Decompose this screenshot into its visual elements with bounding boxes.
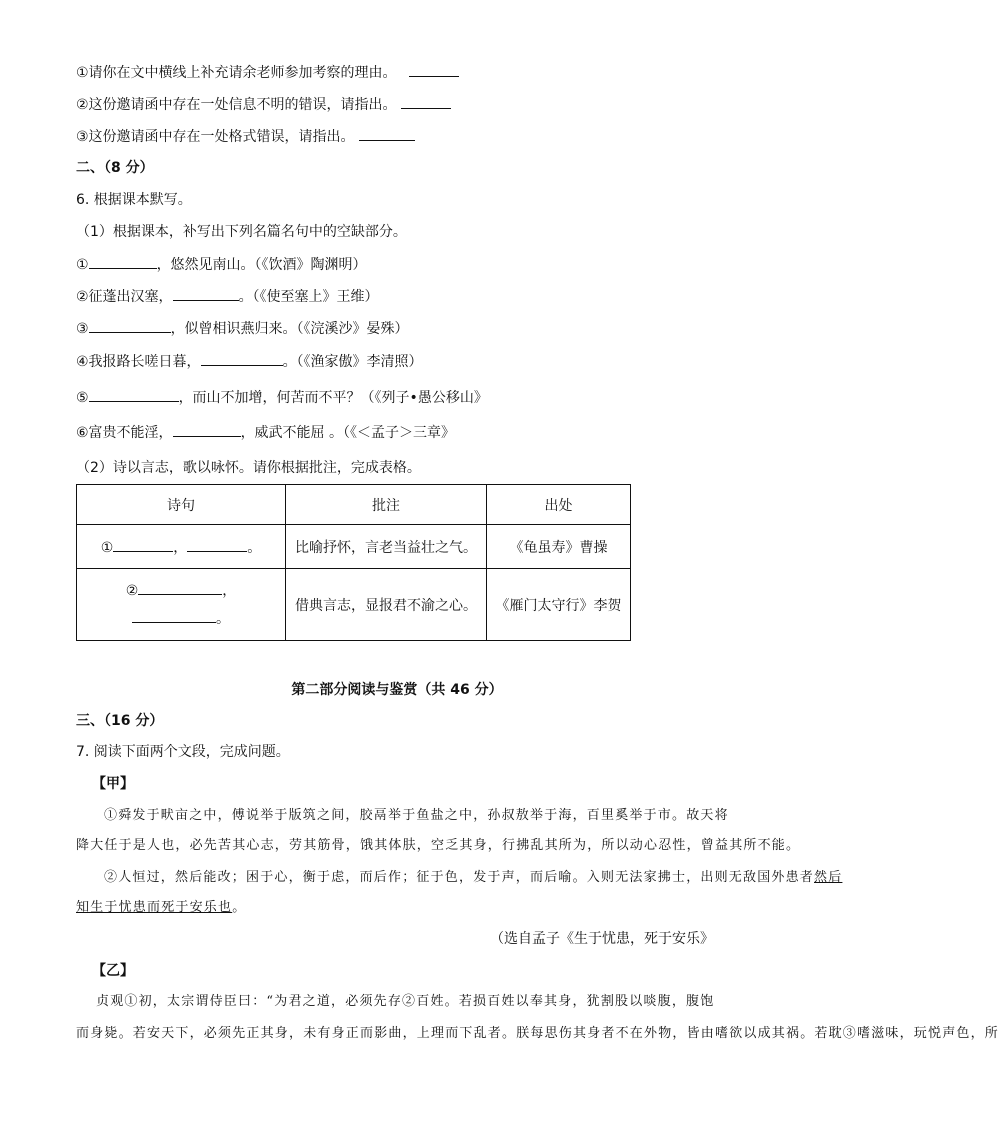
- dictation-line-4: ④我报路长嗟日暮， 。（《渔家傲》李清照）: [76, 351, 423, 372]
- section-heading: 二、（8 分）: [76, 160, 154, 176]
- answer-blank[interactable]: [401, 94, 451, 109]
- passage-jia-line: ①舜发于畎亩之中，傅说举于版筑之间，胶鬲举于鱼盐之中，孙叔敖举于海，百里奚举于市。故天将: [104, 808, 729, 823]
- answer-blank[interactable]: [187, 537, 247, 552]
- answer-blank[interactable]: [132, 608, 216, 623]
- dictation-line-6: ⑥富贵不能淫， ，威武不能屈 。（《＜孟子＞三章》: [76, 422, 455, 443]
- note-cell: 借典言志，显报君不渝之心。: [286, 569, 487, 641]
- sub-question-title: （2）诗以言志，歌以咏怀。请你根据批注，完成表格。: [76, 460, 421, 476]
- passage-yi-line: 而身毙。若安天下，必须先正其身，未有身正而影曲，上理而下乱者。朕每思伤其身者不在外物，皆由嗜欲以成其祸。若耽③嗜滋味，玩悦声色，所: [76, 1026, 999, 1041]
- answer-blank[interactable]: [201, 351, 283, 366]
- answer-blank[interactable]: [173, 422, 241, 437]
- source-cell: 《龟虽寿》曹操: [487, 525, 631, 569]
- question-title: 7. 阅读下面两个文段，完成问题。: [76, 744, 290, 760]
- passage-label-yi: 【乙】: [92, 963, 134, 979]
- sub-question-title: （1）根据课本，补写出下列名篇名句中的空缺部分。: [76, 224, 407, 240]
- verse-cell: ① ， 。: [77, 525, 286, 569]
- q5-item-2: ②这份邀请函中存在一处信息不明的错误，请指出。: [76, 94, 451, 115]
- part-title: 第二部分阅读与鉴赏（共 46 分）: [291, 682, 503, 698]
- answer-blank[interactable]: [409, 62, 459, 77]
- answer-blank[interactable]: [89, 318, 171, 333]
- table-row: [77, 569, 631, 641]
- table-header-row: [77, 485, 631, 525]
- question-title: 6. 根据课本默写。: [76, 192, 192, 208]
- table-header: 出处: [487, 485, 631, 525]
- answer-blank[interactable]: [113, 537, 173, 552]
- answer-blank[interactable]: [359, 126, 415, 141]
- table-header: 诗句: [77, 485, 286, 525]
- passage-jia-line: 知生于忧患而死于安乐也。: [76, 900, 247, 915]
- passage-yi-line: 贞观①初，太宗谓侍臣曰：“为君之道，必须先存②百姓。若损百姓以奉其身，犹割股以啖腹，腹饱: [96, 994, 715, 1009]
- answer-blank[interactable]: [89, 387, 179, 402]
- dictation-line-5: ⑤ ，而山不加增，何苦而不平？（《列子•愚公移山》: [76, 387, 488, 408]
- q5-item-1: ①请你在文中横线上补充请余老师参加考察的理由。: [76, 62, 459, 83]
- dictation-line-1: ① ，悠然见南山。（《饮酒》陶渊明）: [76, 254, 367, 275]
- q5-item-3: ③这份邀请函中存在一处格式错误，请指出。: [76, 126, 415, 147]
- section-heading: 三、（16 分）: [76, 713, 164, 729]
- dictation-line-2: ②征蓬出汉塞， 。（《使至塞上》王维）: [76, 286, 379, 307]
- source-cell: 《雁门太守行》李贺: [487, 569, 631, 641]
- answer-blank[interactable]: [138, 580, 222, 595]
- passage-source: （选自孟子《生于忧患，死于安乐》: [490, 931, 714, 947]
- poetry-table: [76, 484, 631, 641]
- passage-label-jia: 【甲】: [92, 776, 134, 792]
- dictation-line-3: ③ ，似曾相识燕归来。（《浣溪沙》晏殊）: [76, 318, 409, 339]
- passage-jia-line: ②人恒过，然后能改；困于心，衡于虑，而后作；征于色，发于声，而后喻。入则无法家拂士，出则无敌国外患者然后: [104, 870, 843, 885]
- note-cell: 比喻抒怀，言老当益壮之气。: [286, 525, 487, 569]
- table-row: [77, 525, 631, 569]
- answer-blank[interactable]: [89, 254, 157, 269]
- verse-cell: ② ， 。: [77, 569, 286, 641]
- answer-blank[interactable]: [173, 286, 239, 301]
- table-header: 批注: [286, 485, 487, 525]
- passage-jia-line: 降大任于是人也，必先苦其心志，劳其筋骨，饿其体肤，空乏其身，行拂乱其所为，所以动心忍性，曾益其所不能。: [76, 838, 801, 853]
